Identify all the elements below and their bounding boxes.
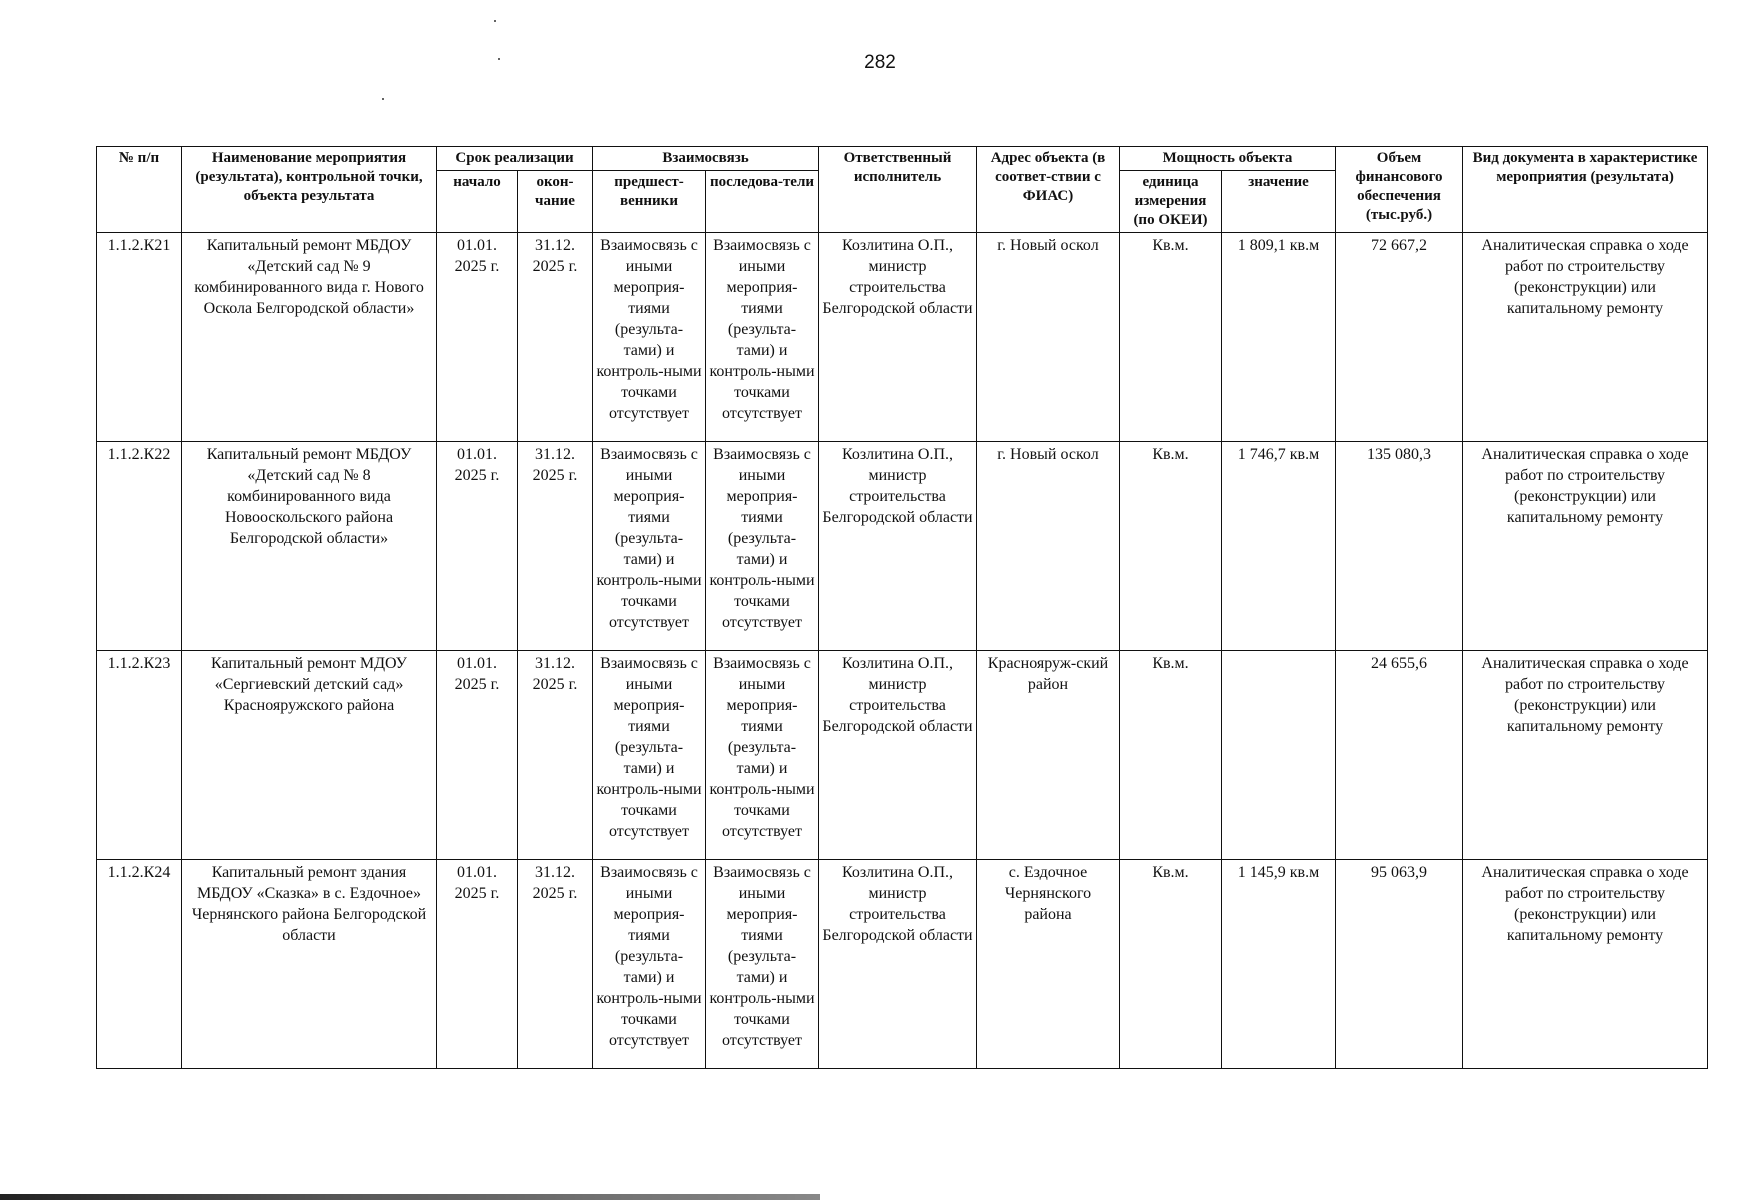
cell-no: 1.1.2.К23 [97,651,182,860]
scan-speck [382,98,384,100]
cell-unit: Кв.м. [1120,233,1222,442]
cell-no: 1.1.2.К21 [97,233,182,442]
table-row [97,651,1708,860]
cell-next: Взаимосвязь с иными мероприя-тиями (результа-тами) и контроль-ными точками отсутствует [706,651,819,860]
cell-name: Капитальный ремонт МДОУ «Сергиевский детский сад» Краснояружского района [182,651,437,860]
cell-unit: Кв.м. [1120,651,1222,860]
cell-prev: Взаимосвязь с иными мероприя-тиями (результа-тами) и контроль-ными точками отсутствует [593,442,706,651]
cell-doc: Аналитическая справка о ходе работ по строительству (реконструкции) или капитальному ремонту [1463,860,1708,1069]
cell-prev: Взаимосвязь с иными мероприя-тиями (результа-тами) и контроль-ными точками отсутствует [593,651,706,860]
table-row [97,233,1708,442]
cell-next: Взаимосвязь с иными мероприя-тиями (результа-тами) и контроль-ными точками отсутствует [706,442,819,651]
cell-name: Капитальный ремонт МБДОУ «Детский сад № 8 комбинированного вида Новооскольского района Белгородской области» [182,442,437,651]
cell-address: г. Новый оскол [977,233,1120,442]
cell-value: 1 746,7 кв.м [1222,442,1336,651]
header-name: Наименование мероприятия (результата), контрольной точки, объекта результата [182,147,437,233]
cell-unit: Кв.м. [1120,442,1222,651]
cell-end: 31.12. 2025 г. [518,442,593,651]
cell-unit: Кв.м. [1120,860,1222,1069]
cell-start: 01.01. 2025 г. [437,651,518,860]
cell-prev: Взаимосвязь с иными мероприя-тиями (результа-тами) и контроль-ными точками отсутствует [593,233,706,442]
cell-end: 31.12. 2025 г. [518,860,593,1069]
scan-speck [498,58,500,60]
cell-doc: Аналитическая справка о ходе работ по строительству (реконструкции) или капитальному ремонту [1463,442,1708,651]
cell-value [1222,651,1336,860]
header-capacity: Мощность объекта [1120,147,1336,171]
cell-no: 1.1.2.К24 [97,860,182,1069]
page-number: 282 [864,52,896,73]
cell-name: Капитальный ремонт здания МБДОУ «Сказка» в с. Ездочное» Чернянского района Белгородской области [182,860,437,1069]
cell-next: Взаимосвязь с иными мероприя-тиями (результа-тами) и контроль-ными точками отсутствует [706,860,819,1069]
header-relation: Взаимосвязь [593,147,819,171]
cell-next: Взаимосвязь с иными мероприя-тиями (результа-тами) и контроль-ными точками отсутствует [706,233,819,442]
header-finance: Объем финансового обеспечения (тыс.руб.) [1336,147,1463,233]
header-capacity-value: значение [1222,171,1336,233]
cell-responsible: Козлитина О.П., министр строительства Белгородской области [819,442,977,651]
cell-value: 1 145,9 кв.м [1222,860,1336,1069]
cell-start: 01.01. 2025 г. [437,233,518,442]
cell-finance: 24 655,6 [1336,651,1463,860]
cell-value: 1 809,1 кв.м [1222,233,1336,442]
cell-address: с. Ездочное Чернянского района [977,860,1120,1069]
header-capacity-unit: единица измерения (по ОКЕИ) [1120,171,1222,233]
cell-address: г. Новый оскол [977,442,1120,651]
scan-speck [494,20,496,22]
header-term: Срок реализации [437,147,593,171]
header-no: № п/п [97,147,182,233]
cell-end: 31.12. 2025 г. [518,651,593,860]
cell-finance: 135 080,3 [1336,442,1463,651]
header-row-top [97,147,1708,171]
cell-start: 01.01. 2025 г. [437,442,518,651]
cell-responsible: Козлитина О.П., министр строительства Белгородской области [819,651,977,860]
header-responsible: Ответственный исполнитель [819,147,977,233]
header-term-end: окон-чание [518,171,593,233]
cell-no: 1.1.2.К22 [97,442,182,651]
header-relation-prev: предшест-венники [593,171,706,233]
scan-edge-line [0,1194,820,1200]
cell-responsible: Козлитина О.П., министр строительства Белгородской области [819,233,977,442]
header-relation-next: последова-тели [706,171,819,233]
table-row [97,442,1708,651]
cell-name: Капитальный ремонт МБДОУ «Детский сад № 9 комбинированного вида г. Нового Оскола Белгородской области» [182,233,437,442]
header-term-start: начало [437,171,518,233]
cell-doc: Аналитическая справка о ходе работ по строительству (реконструкции) или капитальному ремонту [1463,233,1708,442]
cell-finance: 95 063,9 [1336,860,1463,1069]
cell-end: 31.12. 2025 г. [518,233,593,442]
cell-start: 01.01. 2025 г. [437,860,518,1069]
events-table [96,146,1708,1069]
cell-doc: Аналитическая справка о ходе работ по строительству (реконструкции) или капитальному ремонту [1463,651,1708,860]
cell-finance: 72 667,2 [1336,233,1463,442]
cell-responsible: Козлитина О.П., министр строительства Белгородской области [819,860,977,1069]
header-doc: Вид документа в характеристике мероприятия (результата) [1463,147,1708,233]
table-row [97,860,1708,1069]
header-address: Адрес объекта (в соответ-ствии с ФИАС) [977,147,1120,233]
cell-address: Краснояруж-ский район [977,651,1120,860]
cell-prev: Взаимосвязь с иными мероприя-тиями (результа-тами) и контроль-ными точками отсутствует [593,860,706,1069]
